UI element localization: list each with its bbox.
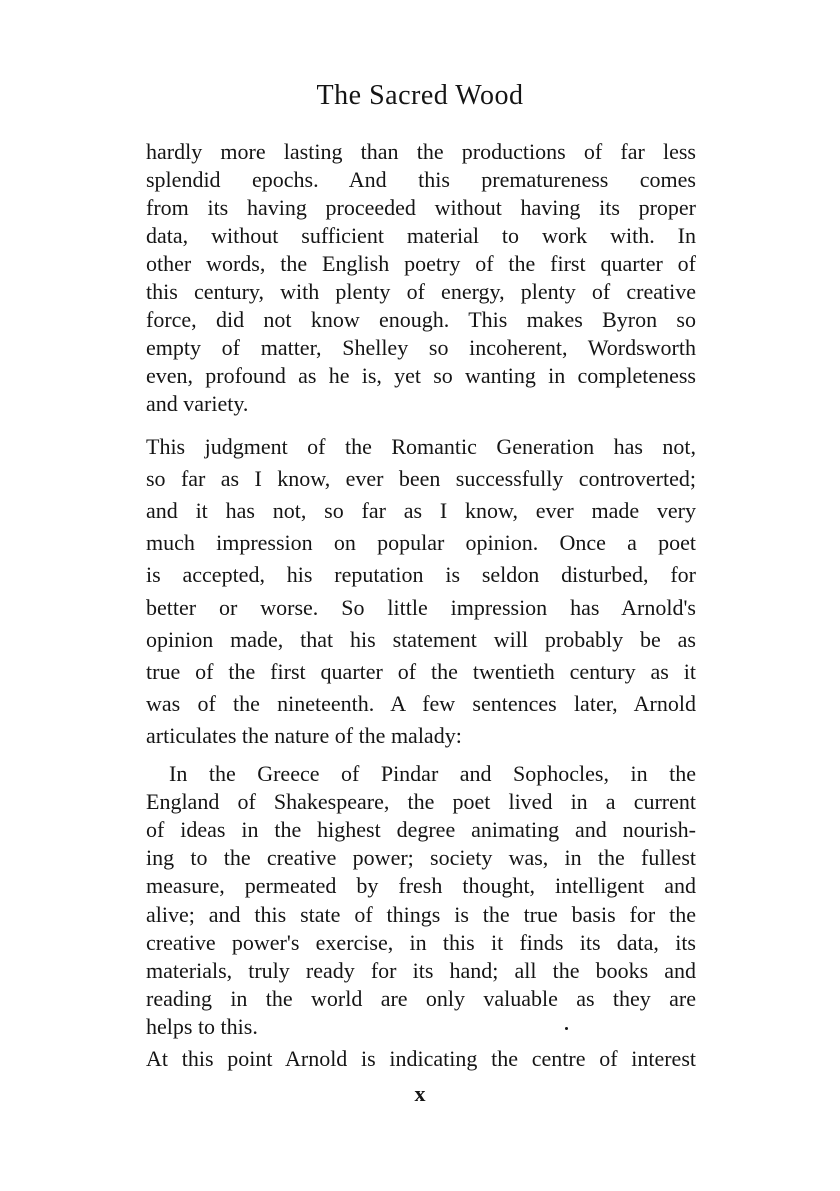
quote-line: In the Greece of Pindar and Sophocles, in the [169, 761, 696, 786]
page-number: x [414, 1081, 426, 1106]
text-line: this century, with plenty of energy, plenty of creative [146, 279, 696, 304]
text-line: and it has not, so far as I know, ever made very [146, 498, 696, 523]
text-line: so far as I know, ever been successfully controverted; [146, 466, 696, 491]
text-line: even, profound as he is, yet so wanting in completeness [146, 363, 696, 388]
text-line: hardly more lasting than the productions of far less [146, 139, 696, 164]
quote-line: alive; and this state of things is the true basis for the [146, 902, 696, 927]
text-line: force, did not know enough. This makes Byron so [146, 307, 696, 332]
text-line: articulates the nature of the malady: [146, 723, 462, 748]
running-head-title: The Sacred Wood [316, 80, 524, 111]
text-line: data, without sufficient material to work with. In [146, 223, 696, 248]
text-line: empty of matter, Shelley so incoherent, Wordsworth [146, 335, 696, 360]
text-line: other words, the English poetry of the first quarter of [146, 251, 696, 276]
quote-line: measure, permeated by fresh thought, intelligent and [146, 873, 696, 898]
text-line: splendid epochs. And this prematureness comes [146, 167, 696, 192]
text-line: opinion made, that his statement will probably be as [146, 627, 696, 652]
text-line: true of the first quarter of the twentieth century as it [146, 659, 696, 684]
text-line: from its having proceeded without having its proper [146, 195, 696, 220]
text-line: This judgment of the Romantic Generation has not, [146, 434, 696, 459]
quote-line: ing to the creative power; society was, in the fullest [146, 845, 696, 870]
quote-line: England of Shakespeare, the poet lived in a current [146, 789, 696, 814]
stray-ink-dot [565, 1027, 568, 1030]
text-line: was of the nineteenth. A few sentences later, Arnold [146, 691, 696, 716]
text-line: At this point Arnold is indicating the centre of interest [146, 1046, 696, 1071]
text-line: better or worse. So little impression has Arnold's [146, 595, 696, 620]
quote-line: creative power's exercise, in this it finds its data, its [146, 930, 696, 955]
text-line: and variety. [146, 391, 249, 416]
text-line: is accepted, his reputation is seldon disturbed, for [146, 562, 696, 587]
quote-line: reading in the world are only valuable as they are [146, 986, 696, 1011]
quote-line: materials, truly ready for its hand; all the books and [146, 958, 696, 983]
quote-line: helps to this. [146, 1014, 258, 1039]
quote-line: of ideas in the highest degree animating and nourish- [146, 817, 696, 842]
text-line: much impression on popular opinion. Once a poet [146, 530, 696, 555]
